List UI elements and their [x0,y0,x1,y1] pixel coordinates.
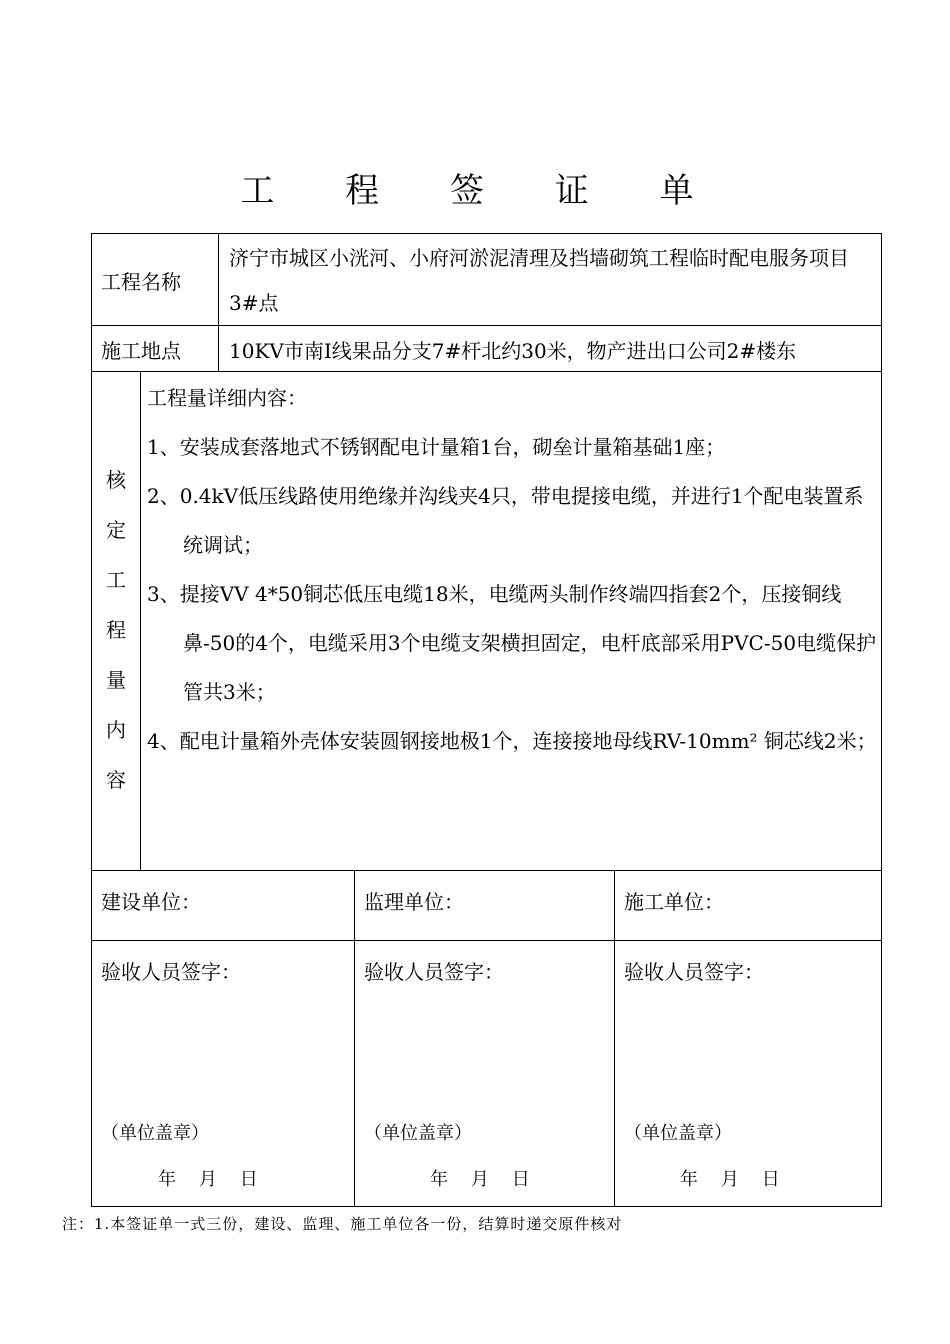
detail-heading: 工程量详细内容： [147,386,307,410]
side-char: 内 [106,718,126,742]
side-char: 核 [106,468,126,492]
supervision-unit-label: 监理单位： [364,890,464,914]
footnote: 注：1.本签证单一式三份，建设、监理、施工单位各一份，结算时递交原件核对 [62,1215,623,1233]
detail-item: 2、0.4kV低压线路使用绝缘并沟线夹4只，带电提接电缆，并进行1个配电装置系统调试； [147,484,864,557]
side-char: 工 [106,568,126,592]
row-divider [92,940,881,941]
location-value: 10KV市南Ⅰ线果品分支7#杆北约30米，物产进出口公司2#楼东 [229,339,797,363]
side-char: 定 [106,518,126,542]
side-char: 量 [106,668,126,692]
visa-table [91,233,882,1207]
location-label: 施工地点 [101,339,181,363]
signature-label: 验收人员签字： [624,960,764,984]
col-divider [140,371,141,870]
seal-label: （单位盖章） [624,1123,732,1144]
date-field: 年 月 日 [430,1169,530,1190]
detail-item: 1、安装成套落地式不锈钢配电计量箱1台，砌垒计量箱基础1座； [147,435,726,459]
signature-label: 验收人员签字： [364,960,504,984]
verify-side-label [92,455,140,805]
date-field: 年 月 日 [680,1169,780,1190]
side-char: 容 [106,768,126,792]
project-name-label: 工程名称 [101,270,181,294]
row-divider [92,870,881,871]
col-divider [218,234,219,371]
seal-label: （单位盖章） [364,1123,472,1144]
date-field: 年 月 日 [158,1169,258,1190]
contractor-unit-label: 施工单位： [624,890,724,914]
row-divider [92,371,881,372]
detail-item: 4、配电计量箱外壳体安装圆钢接地极1个，连接接地母线RV-10mm² 铜芯线2米； [147,729,877,753]
document-title: 工 程 签 证 单 [240,171,724,211]
detail-item: 3、提接VV 4*50铜芯低压电缆18米，电缆两头制作终端四指套2个，压接铜线鼻-50的4个，电缆采用3个电缆支架横担固定，电杆底部采用PVC-50电缆保护管共3米； [147,582,877,704]
project-name-value: 济宁市城区小洸河、小府河淤泥清理及挡墙砌筑工程临时配电服务项目3#点 [229,246,849,315]
side-char: 程 [106,618,126,642]
construction-unit-label: 建设单位： [101,890,201,914]
col-divider [614,870,615,1206]
col-divider [354,870,355,1206]
verify-detail [147,374,877,766]
signature-label: 验收人员签字： [101,960,241,984]
seal-label: （单位盖章） [101,1123,209,1144]
